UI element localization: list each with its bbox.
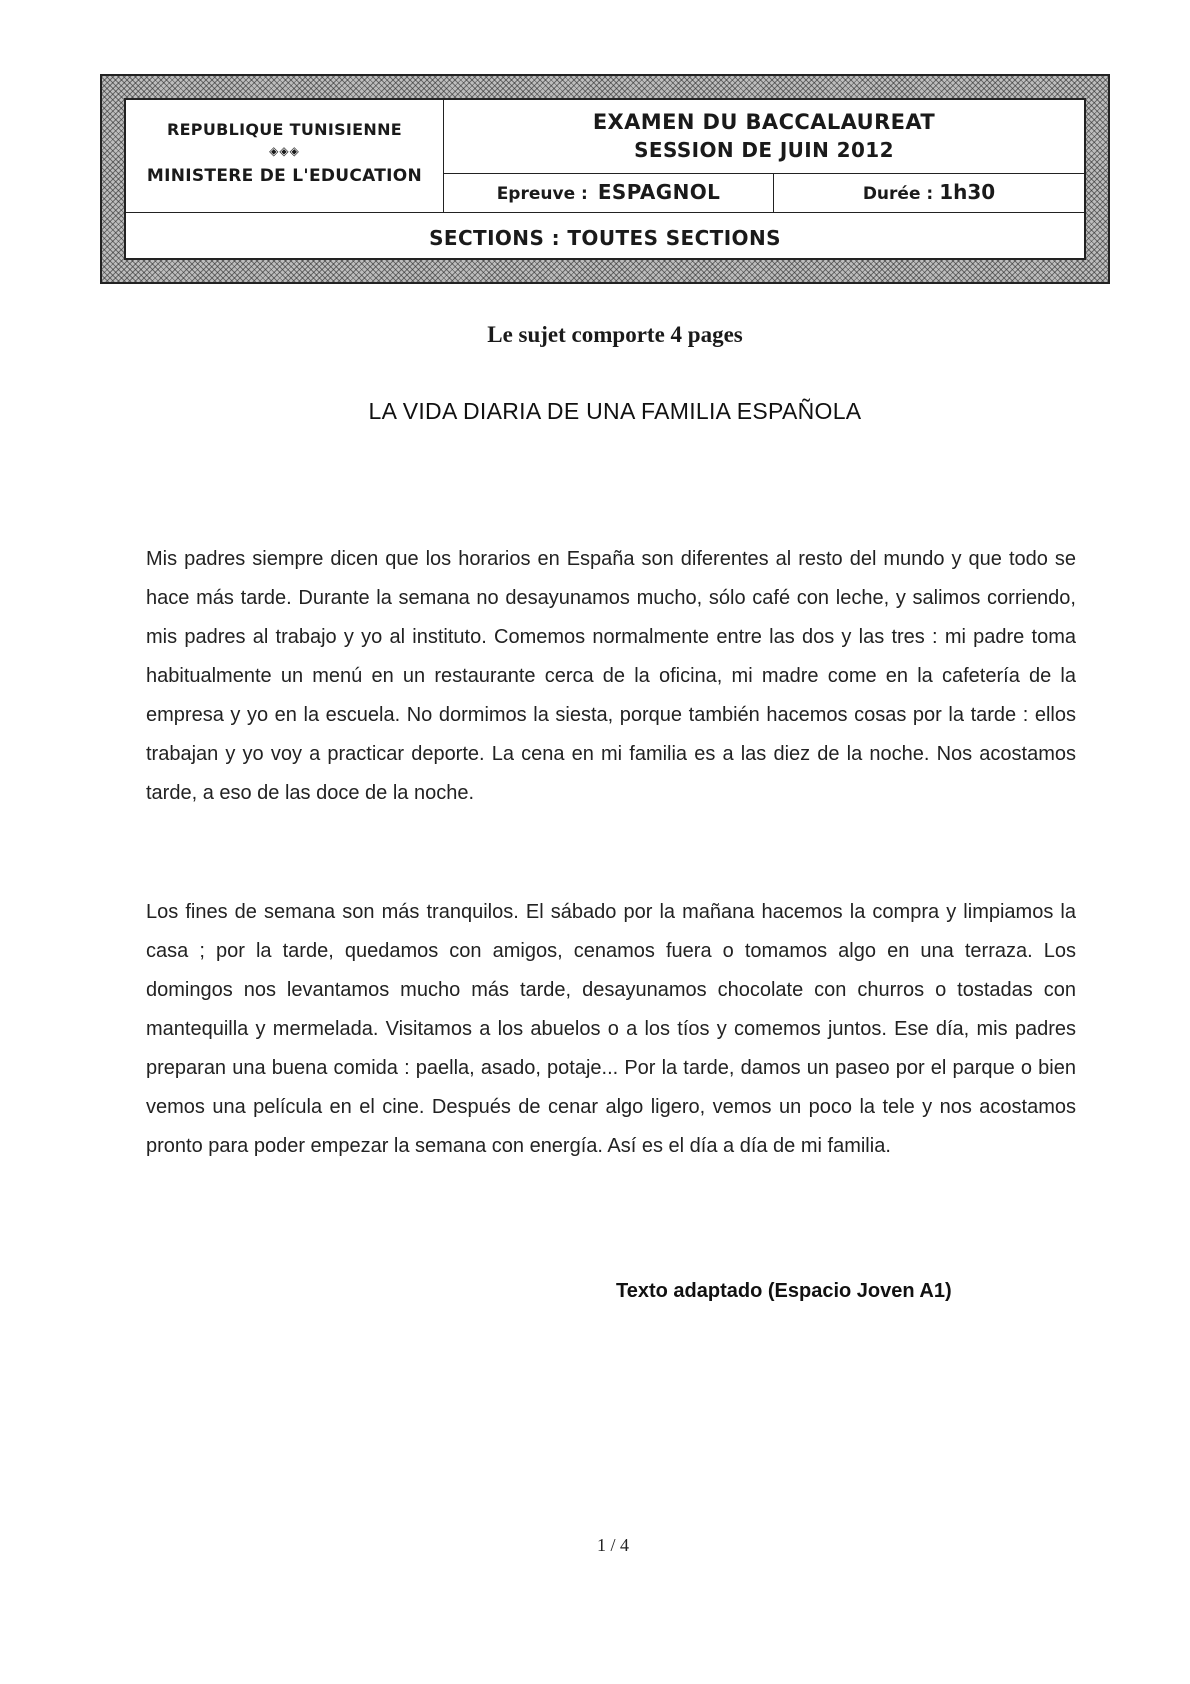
- duration-value: 1h30: [939, 180, 996, 204]
- exam-name: EXAMEN DU BACCALAUREAT: [592, 110, 936, 134]
- text-title: LA VIDA DIARIA DE UNA FAMILIA ESPAÑOLA: [368, 398, 862, 424]
- duration-cell: [774, 174, 1084, 212]
- sections-line: SECTIONS : TOUTES SECTIONS: [126, 212, 1084, 258]
- page-number: 1 / 4: [596, 1535, 629, 1555]
- duration-label: Durée :: [862, 184, 934, 204]
- country-name: REPUBLIQUE TUNISIENNE: [166, 120, 403, 139]
- paragraph-weekends: Los fines de semana son más tranquilos. El sábado por la mañana hacemos la compra y limpiamos la casa ; por la tarde, quedamos con amigos, cenamos fuera o tomamos algo en una terraza. Los domingos nos levantamos mucho más tarde, desayunamos chocolate con churros o tostadas con mantequilla y mermelada. Visitamos a los abuelos o a los tíos y comemos juntos. Ese día, mis padres preparan una buena comida : paella, asado, potaje... Por la tarde, damos un paseo por el parque o bien vemos una película en el cine. Después de cenar algo ligero, vemos un poco la tele y nos acostamos pronto para poder empezar la semana con energía. Así es el día a día de mi familia.: [146, 901, 1076, 1157]
- exam-header: [100, 74, 1110, 284]
- subject-cell: [444, 174, 774, 212]
- exam-title-block: [444, 100, 1084, 174]
- exam-session: SESSION DE JUIN 2012: [634, 138, 894, 162]
- subject-label: Epreuve :: [496, 184, 588, 204]
- ornament-diamonds: ◈◈◈: [269, 144, 300, 158]
- ministry-name: MINISTERE DE L'EDUCATION: [146, 166, 423, 186]
- text-source: Texto adaptado (Espacio Joven A1): [616, 1280, 952, 1302]
- exam-header-box: [124, 98, 1086, 260]
- pages-note: Le sujet comporte 4 pages: [487, 322, 743, 347]
- issuer-block: [126, 100, 444, 212]
- subject-value: ESPAGNOL: [597, 180, 721, 204]
- paragraph-weekdays: Mis padres siempre dicen que los horarios en España son diferentes al resto del mundo y que todo se hace más tarde. Durante la semana no desayunamos mucho, sólo café con leche, y salimos corriendo, mis padres al trabajo y yo al instituto. Comemos normalmente entre las dos y las tres : mi padre toma habitualmente un menú en un restaurante cerca de la oficina, mi madre come en la cafetería de la empresa y yo en la escuela. No dormimos la siesta, porque también hacemos cosas por la tarde : ellos trabajan y yo voy a practicar deporte. La cena en mi familia es a las diez de la noche. Nos acostamos tarde, a eso de las doce de la noche.: [146, 548, 1076, 804]
